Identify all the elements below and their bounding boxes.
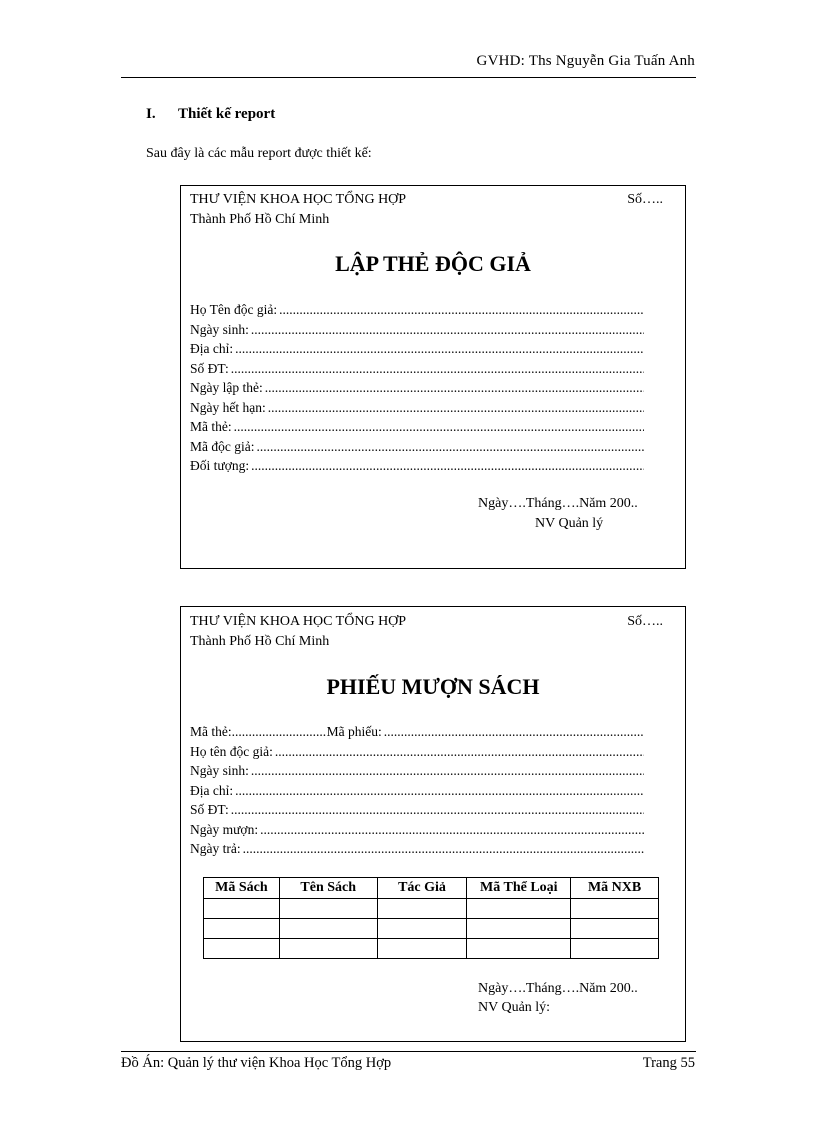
field-reader-name	[190, 742, 644, 762]
signer-label: NV Quản lý:	[478, 1000, 551, 1015]
section-number: I.	[146, 106, 156, 122]
field-expiry-date	[190, 398, 644, 418]
field-birthdate	[190, 761, 644, 781]
field-label: Mã độc giả:	[190, 438, 255, 454]
col-book-id: Mã Sách	[204, 878, 280, 899]
section-title: Thiết kế report	[178, 106, 276, 122]
book-table	[203, 877, 659, 959]
field-label: Họ Tên độc giả:	[190, 302, 278, 317]
form-title: LẬP THẺ ĐỘC GIẢ	[335, 251, 531, 276]
field-reader-id	[190, 437, 644, 457]
reader-card-form	[180, 185, 686, 569]
field-borrow-date	[190, 820, 644, 840]
field-label: Ngày sinh:	[190, 321, 249, 337]
field-label: Số ĐT:	[190, 802, 229, 817]
field-label: Số ĐT:	[190, 360, 229, 376]
form-title: PHIẾU MƯỢN SÁCH	[326, 674, 540, 699]
field-label: Ngày hết hạn:	[190, 399, 266, 415]
field-phone	[190, 359, 644, 379]
library-name: THƯ VIỆN KHOA HỌC TỔNG HỢP	[190, 614, 407, 629]
field-phone	[190, 800, 644, 820]
number-label: Số…..	[627, 614, 663, 629]
field-card-id	[190, 417, 644, 437]
header-rule	[121, 77, 696, 78]
field-label: Mã thẻ:	[190, 419, 232, 434]
field-address	[190, 781, 644, 801]
footer-title: Đồ Án: Quản lý thư viện Khoa Học Tổng Hợp	[121, 1055, 392, 1071]
library-name: THƯ VIỆN KHOA HỌC TỔNG HỢP	[190, 192, 407, 207]
field-label: Ngày lập thẻ:	[190, 380, 263, 395]
field-label: Địa chỉ:	[190, 341, 234, 356]
field-return-date	[190, 839, 644, 859]
date-line: Ngày….Tháng….Năm 200..	[478, 496, 638, 511]
field-label: Ngày sinh:	[190, 763, 249, 778]
footer-rule	[121, 1051, 696, 1052]
field-birthdate	[190, 320, 644, 340]
field-card-and-slip-id	[190, 722, 644, 742]
table-header-row	[204, 878, 659, 899]
col-book-title: Tên Sách	[279, 878, 377, 899]
field-label: Mã thẻ:	[190, 724, 232, 739]
date-line: Ngày….Tháng….Năm 200..	[478, 981, 638, 996]
table-row	[204, 919, 659, 939]
field-label: Đối tượng:	[190, 458, 250, 473]
field-label: Ngày mượn:	[190, 821, 259, 837]
number-label: Số…..	[627, 192, 663, 207]
city-name: Thành Phố Hồ Chí Minh	[190, 634, 330, 649]
field-reader-type	[190, 456, 644, 476]
field-label: Họ tên độc giả:	[190, 743, 273, 759]
field-issue-date	[190, 378, 644, 398]
page-header-text: GVHD: Ths Nguyễn Gia Tuấn Anh	[476, 53, 695, 69]
field-label: Mã phiếu:	[326, 724, 382, 739]
col-publisher-id: Mã NXB	[571, 878, 659, 899]
field-label: Địa chỉ:	[190, 782, 234, 798]
borrow-slip-form	[180, 606, 686, 1042]
signer-label: NV Quản lý	[535, 516, 604, 531]
col-author: Tác Giả	[377, 878, 467, 899]
field-reader-name	[190, 300, 644, 320]
intro-text: Sau đây là các mẫu report được thiết kế:	[146, 146, 372, 161]
field-label: Ngày trả:	[190, 841, 241, 856]
city-name: Thành Phố Hồ Chí Minh	[190, 212, 330, 227]
table-row	[204, 939, 659, 959]
table-row	[204, 899, 659, 919]
page-number: Trang 55	[642, 1055, 695, 1071]
field-address	[190, 339, 644, 359]
col-category-id: Mã Thể Loại	[467, 878, 571, 899]
